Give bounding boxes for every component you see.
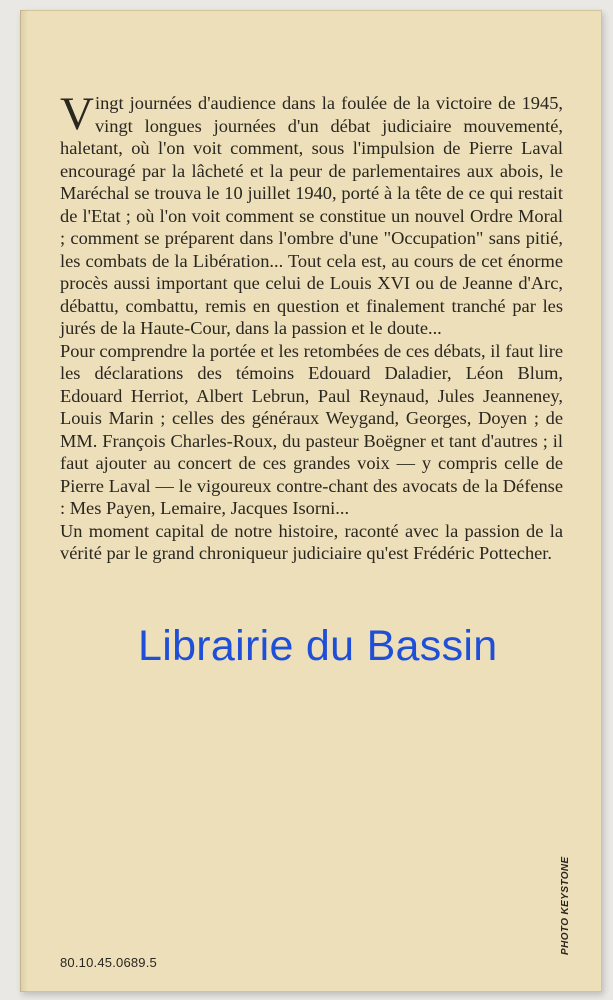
spine-shadow <box>20 10 28 992</box>
blurb-paragraph-3: Un moment capital de notre histoire, raconté avec la passion de la vérité par le grand chroniqueur judiciaire qu'est Frédéric Pottecher. <box>60 520 563 563</box>
book-back-cover <box>20 10 602 992</box>
seller-watermark: Librairie du Bassin <box>138 622 498 670</box>
drop-cap: V <box>60 88 94 140</box>
blurb-paragraph-1-text: ingt journées d'audience dans la foulée de la victoire de 1945, vingt longues journées d'un débat judiciaire mouvementé, haletant, où l'on voit comment, sous l'impulsion de Pierre Laval encouragé par la lâcheté et la peur de parlementaires aux abois, le Maréchal se trouva le 10 juillet 1940, porté à la tête de ce qui restait de l'Etat ; où l'on voit comment se constitue un nouvel Ordre Moral ; comment se préparent dans l'ombre d'une "Occupation" sans pitié, les combats de la Libération... Tout cela est, au cours de cet énorme procès aussi important que celui de Louis XVI ou de Jeanne d'Arc, débattu, combattu, remis en question et finalement tranché par les jurés de la Haute-Cour, dans la passion et le doute... <box>60 93 563 338</box>
blurb-paragraph-1 <box>60 88 563 340</box>
photo-credit: PHOTO KEYSTONE <box>560 856 571 955</box>
isbn-number: 80.10.45.0689.5 <box>60 955 157 970</box>
blurb-paragraph-2: Pour comprendre la portée et les retombées de ces débats, il faut lire les déclarations des témoins Edouard Daladier, Léon Blum, Edouard Herriot, Albert Lebrun, Paul Reynaud, Jules Jeanneney, Louis Marin ; celles des généraux Weygand, Georges, Doyen ; de MM. François Charles-Roux, du pasteur Boëgner et tant d'autres ; il faut ajouter au concert de ces grandes voix — y compris celle de Pierre Laval — le vigoureux contre-chant des avocats de la Défense : Mes Payen, Lemaire, Jacques Isorni... <box>60 340 563 518</box>
blurb-text <box>60 88 563 565</box>
